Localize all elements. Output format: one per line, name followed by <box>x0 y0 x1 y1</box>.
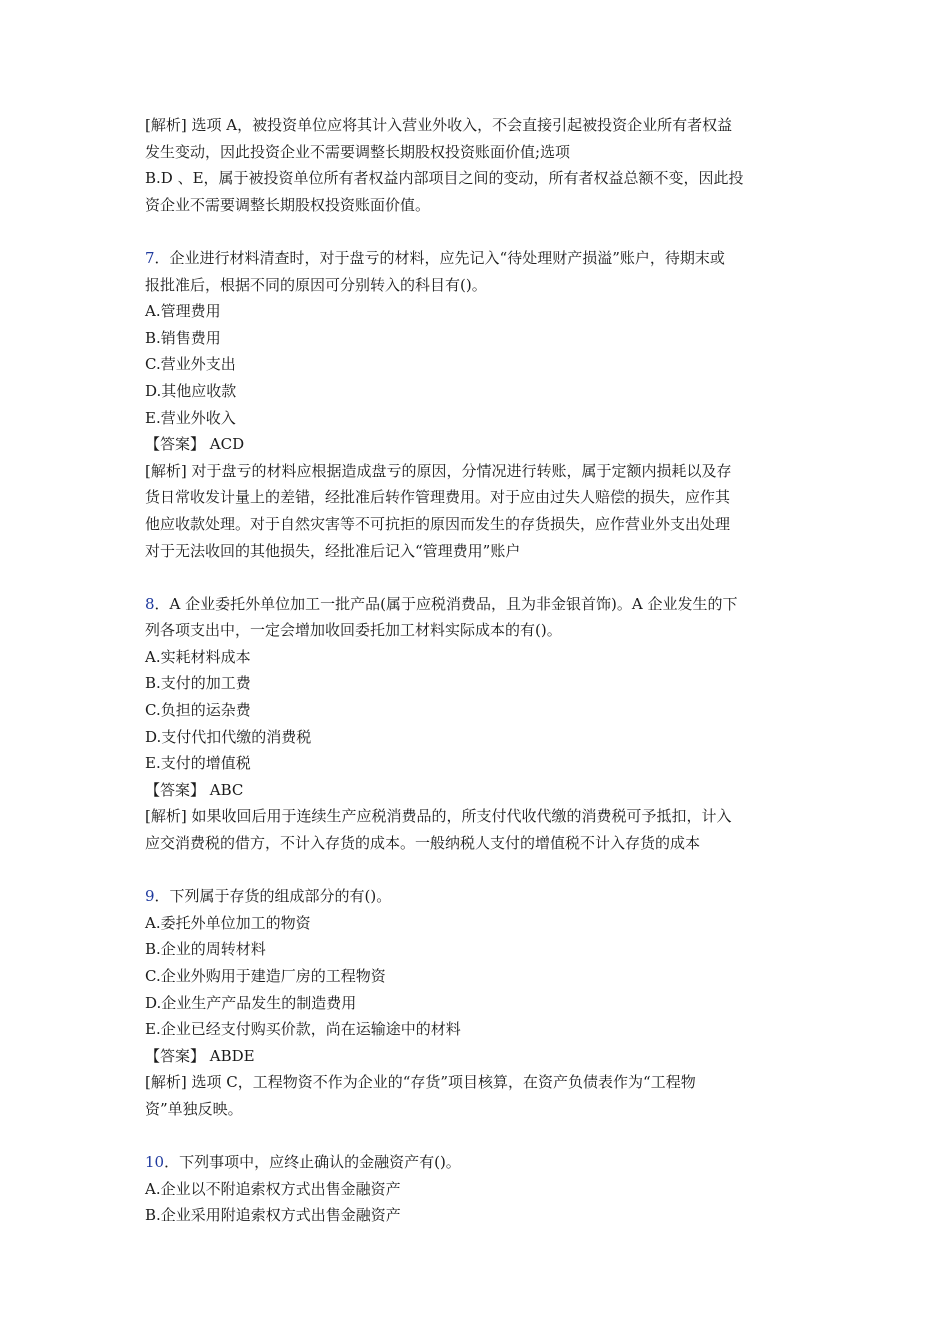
option: C.企业外购用于建造厂房的工程物资 <box>145 967 386 985</box>
option: E.营业外收入 <box>145 408 236 427</box>
option: A.企业以不附追索权方式出售金融资产 <box>145 1179 401 1198</box>
question-number: 7 <box>145 248 155 267</box>
answer: 【答案】 ACD <box>145 435 245 454</box>
option: E.企业已经支付购买价款，尚在运输途中的材料 <box>145 1020 461 1039</box>
question-stem-line: 7．企业进行材料清查时，对于盘亏的材料，应先记入“待处理财产损溢”账户，待期末或 <box>145 248 725 267</box>
analysis-line: [解析] 选项 C，工程物资不作为企业的“存货”项目核算，在资产负债表作为“工程物 <box>145 1073 696 1092</box>
option: D.其他应收款 <box>145 381 237 400</box>
option: D.支付代扣代缴的消费税 <box>145 727 312 746</box>
analysis-line: 发生变动，因此投资企业不需要调整长期股权投资账面价值;选项 <box>145 142 571 161</box>
question-10 <box>145 1149 810 1229</box>
analysis-line: 他应收款处理。对于自然灾害等不可抗拒的原因而发生的存货损失，应作营业外支出处理 <box>145 514 731 533</box>
analysis-line: 对于无法收回的其他损失，经批准后记入“管理费用”账户 <box>145 541 521 560</box>
question-8 <box>145 591 810 857</box>
question-stem-line: 列各项支出中，一定会增加收回委托加工材料实际成本的有()。 <box>145 621 562 640</box>
option: B.企业的周转材料 <box>145 940 266 959</box>
option: B.销售费用 <box>145 328 221 347</box>
question-7 <box>145 245 810 564</box>
analysis-line: [解析] 对于盘亏的材料应根据造成盘亏的原因，分情况进行转账，属于定额内损耗以及存 <box>145 461 732 480</box>
option: C.营业外支出 <box>145 355 236 374</box>
answer: 【答案】 ABC <box>145 780 244 799</box>
question-stem-line: 10．下列事项中，应终止确认的金融资产有()。 <box>145 1153 461 1172</box>
option: B.企业采用附追索权方式出售金融资产 <box>145 1206 401 1225</box>
question-stem-line: 9．下列属于存货的组成部分的有()。 <box>145 887 392 906</box>
option: D.企业生产产品发生的制造费用 <box>145 993 357 1012</box>
option: E.支付的增值税 <box>145 754 251 773</box>
analysis-line: B.D 、E，属于被投资单位所有者权益内部项目之间的变动，所有者权益总额不变，因此投 <box>145 169 744 188</box>
question-number: 9 <box>145 887 155 906</box>
option: A.实耗材料成本 <box>145 647 251 666</box>
intro-analysis <box>145 112 810 218</box>
question-9 <box>145 883 810 1122</box>
question-number: 10 <box>145 1153 165 1172</box>
analysis-line: [解析] 如果收回后用于连续生产应税消费品的，所支付代收代缴的消费税可予抵扣，计入 <box>145 807 732 826</box>
question-stem-line: 8．A 企业委托外单位加工一批产品(属于应税消费品，且为非金银首饰)。A 企业发生的下 <box>145 594 738 613</box>
option: B.支付的加工费 <box>145 674 251 693</box>
analysis-line: 资企业不需要调整长期股权投资账面价值。 <box>145 195 431 214</box>
answer: 【答案】 ABDE <box>145 1046 255 1065</box>
analysis-line: [解析] 选项 A，被投资单位应将其计入营业外收入，不会直接引起被投资企业所有者权益 <box>145 116 733 134</box>
question-stem-line: 报批准后，根据不同的原因可分别转入的科目有()。 <box>145 275 487 294</box>
analysis-line: 资”单独反映。 <box>145 1099 243 1118</box>
question-number: 8 <box>145 594 155 613</box>
option: C.负担的运杂费 <box>145 701 251 720</box>
document-content <box>145 112 810 1229</box>
option: A.委托外单位加工的物资 <box>145 913 311 932</box>
analysis-line: 应交消费税的借方，不计入存货的成本。一般纳税人支付的增值税不计入存货的成本 <box>145 834 701 853</box>
analysis-line: 货日常收发计量上的差错，经批准后转作管理费用。对于应由过失人赔偿的损失，应作其 <box>145 488 731 507</box>
option: A.管理费用 <box>145 302 221 321</box>
